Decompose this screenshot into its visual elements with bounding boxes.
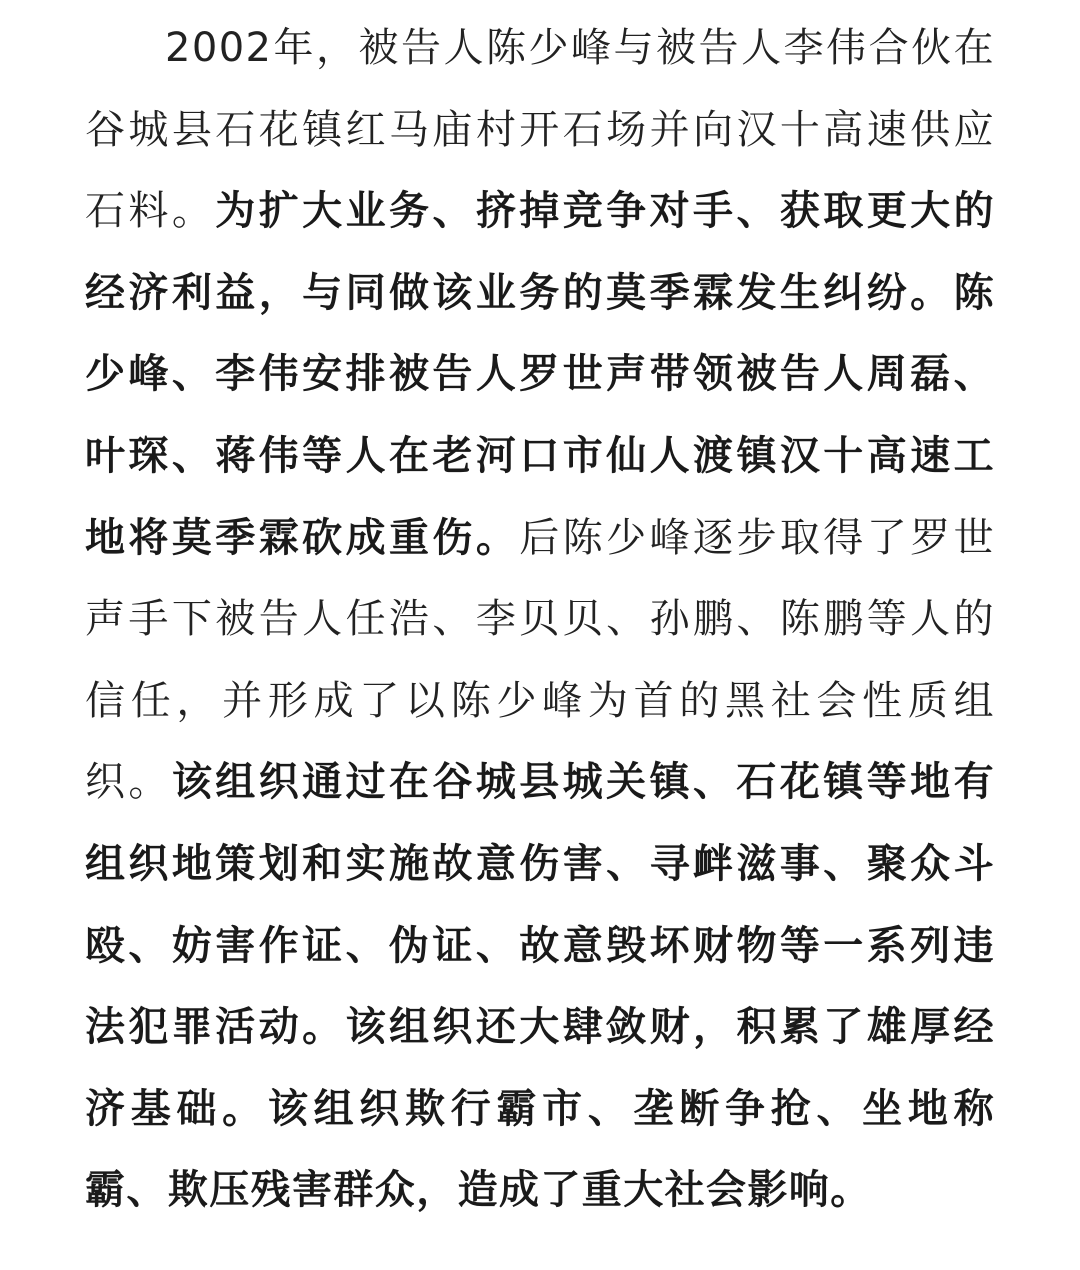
article-text-segment: 2002年，被告人陈少峰与被告人李伟合伙在谷城县石花镇红马庙村开石场并向汉十高速供应石料。 [85,25,995,235]
article-text-segment: 后陈少峰逐步取得了罗世声手下被告人任浩、李贝贝、孙鹏、陈鹏等人的信任，并形成了以陈少峰为首的黑社会性质组织。 [85,514,995,806]
article-text-segment-bold: 该组织通过在谷城县城关镇、石花镇等地有组织地策划和实施故意伤害、寻衅滋事、聚众斗殴、妨害作证、伪证、故意毁坏财物等一系列违法犯罪活动。该组织还大肆敛财，积累了雄厚经济基础。该组织欺行霸市、垄断争抢、坐地称霸、欺压残害群众，造成了重大社会影响。 [85,759,995,1214]
article-text-segment-bold: 为扩大业务、挤掉竞争对手、获取更大的经济利益，与同做该业务的莫季霖发生纠纷。陈少峰、李伟安排被告人罗世声带领被告人周磊、叶琛、蒋伟等人在老河口市仙人渡镇汉十高速工地将莫季霖砍成重伤。 [85,188,996,561]
article-paragraph [85,8,995,1232]
